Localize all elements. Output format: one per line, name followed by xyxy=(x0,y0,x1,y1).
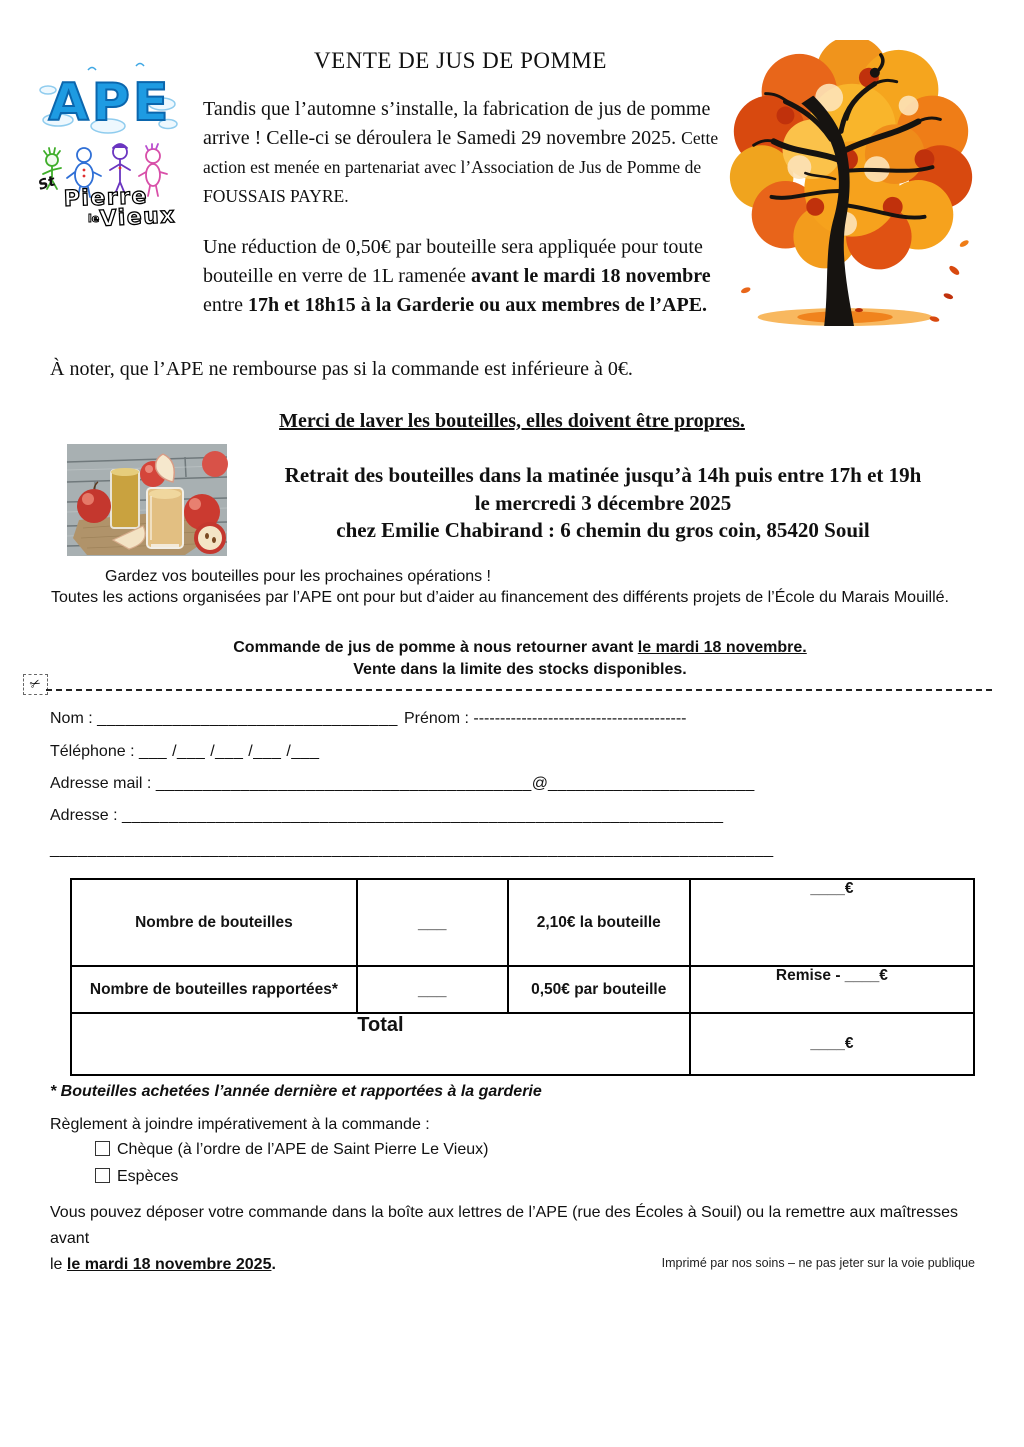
total-label: Total xyxy=(71,1013,690,1075)
svg-text:Vieux: Vieux xyxy=(99,203,177,232)
print-disclaimer: Imprimé par nos soins – ne pas jeter sur la voie publique xyxy=(661,1256,975,1270)
address-label: Adresse : xyxy=(50,807,118,824)
autumn-tree-graphic xyxy=(726,40,978,328)
phone-blank-line[interactable]: ___ /___ /___ /___ /___ xyxy=(138,743,320,760)
pickup-info xyxy=(232,462,974,545)
discount-text: Une réduction de 0,50€ par bouteille sera appliquée pour toute bouteille en verre de 1L ramenée xyxy=(203,236,703,287)
table-row xyxy=(71,879,974,966)
ape-logo xyxy=(36,58,184,232)
discount-text-2: entre xyxy=(203,294,248,316)
name-label: Nom : xyxy=(50,710,93,727)
ape-logo-graphic xyxy=(36,58,184,232)
wash-notice: Merci de laver les bouteilles, elles doivent être propres. xyxy=(279,410,745,432)
drop-off-le: le xyxy=(50,1256,67,1273)
cheque-checkbox[interactable] xyxy=(95,1141,110,1156)
refund-note: À noter, que l’APE ne rembourse pas si la commande est inférieure à 0€. xyxy=(50,358,633,380)
phone-field xyxy=(50,743,320,761)
email-domain-blank-line[interactable]: ______________________ xyxy=(548,775,755,792)
qty-blank-returned[interactable]: ___ xyxy=(357,966,508,1013)
svg-text:St: St xyxy=(36,173,58,194)
purpose-note: Toutes les actions organisées par l’APE ont pour but d’aider au financement des différents projets de l’École du Marais Mouillé. xyxy=(51,589,949,606)
intro-main-text: Tandis que l’automne s’installe, la fabrication de jus de pomme arrive ! Celle-ci se déroulera le Samedi 29 novembre 2025. xyxy=(203,98,711,149)
order-deadline-date: le mardi 18 novembre. xyxy=(637,639,807,656)
stock-notice: Vente dans la limite des stocks disponibles. xyxy=(353,661,687,678)
pickup-line-1: Retrait des bouteilles dans la matinée jusqu’à 14h puis entre 17h et 19h xyxy=(284,463,922,487)
payment-option-cash xyxy=(95,1168,178,1186)
drop-off-text: Vous pouvez déposer votre commande dans la boîte aux lettres de l’APE (rue des Écoles à Souil) ou la remettre aux maîtresses avant xyxy=(50,1204,959,1247)
cut-line xyxy=(46,689,992,691)
unit-price-bottles: 2,10€ la bouteille xyxy=(508,879,690,966)
email-label: Adresse mail : xyxy=(50,775,152,792)
svg-text:le: le xyxy=(88,212,100,225)
unit-price-returned: 0,50€ par bouteille xyxy=(508,966,690,1013)
pickup-line-2: le mercredi 3 décembre 2025 xyxy=(474,490,732,515)
cash-checkbox[interactable] xyxy=(95,1168,110,1183)
table-row xyxy=(71,1013,974,1075)
svg-text:APE: APE xyxy=(48,73,172,133)
returned-bottles-footnote: * Bouteilles achetées l’année dernière et rapportées à la garderie xyxy=(50,1083,542,1100)
payment-option-cheque xyxy=(95,1141,488,1159)
phone-label: Téléphone : xyxy=(50,743,135,760)
discount-paragraph xyxy=(203,233,725,320)
drop-off-period: . xyxy=(271,1256,276,1273)
page-title: VENTE DE JUS DE POMME xyxy=(314,48,607,73)
row-label-returned: Nombre de bouteilles rapportées* xyxy=(71,966,357,1013)
order-deadline-notice xyxy=(50,639,990,657)
hours-bold: 17h et 18h15 à la Garderie ou aux membres de l’APE. xyxy=(247,294,708,316)
payment-instruction: Règlement à joindre impérativement à la commande : xyxy=(50,1116,430,1133)
discount-blank[interactable]: Remise - ____€ xyxy=(690,966,974,1013)
address-blank-line[interactable]: ________________________________________________________________ xyxy=(122,807,724,824)
apple-juice-graphic xyxy=(66,444,228,556)
deadline-bold: avant le mardi 18 novembre xyxy=(471,265,711,287)
pickup-line-3: chez Emilie Chabirand : 6 chemin du gros coin, 85420 Souil xyxy=(336,518,870,542)
qty-blank-bottles[interactable]: ___ xyxy=(357,879,508,966)
firstname-blank-line[interactable]: ---------------------------------------- xyxy=(473,710,687,727)
keep-bottles-note: Gardez vos bouteilles pour les prochaines opérations ! xyxy=(105,568,491,585)
cheque-label: Chèque (à l’ordre de l’APE de Saint Pierre Le Vieux) xyxy=(117,1141,489,1158)
intro-partner-text: Cette action est menée en partenariat avec l’Association de Jus de Pomme de FOUSSAIS PAYRE. xyxy=(203,128,719,206)
row-label-bottles: Nombre de bouteilles xyxy=(71,879,357,966)
email-blank-line[interactable]: ________________________________________ xyxy=(155,775,532,792)
svg-text:Pierre: Pierre xyxy=(63,184,149,212)
name-blank-line[interactable]: ________________________________ xyxy=(97,710,398,727)
address-field-line2 xyxy=(50,841,774,859)
total-blank[interactable]: ____€ xyxy=(690,1013,974,1075)
intro-paragraph xyxy=(203,95,725,211)
apple-juice-photo xyxy=(66,444,228,556)
firstname-label: Prénom : xyxy=(404,710,469,727)
amount-blank-bottles[interactable]: ____€ xyxy=(690,879,974,966)
email-field xyxy=(50,775,755,793)
order-table xyxy=(70,878,975,1076)
order-deadline-text: Commande de jus de pomme à nous retourner avant xyxy=(233,639,638,656)
autumn-tree-illustration xyxy=(726,40,978,328)
scissors-icon: ✂ xyxy=(23,674,48,695)
cash-label: Espèces xyxy=(117,1168,179,1185)
firstname-field xyxy=(404,710,687,728)
address-field xyxy=(50,807,724,825)
drop-off-deadline: le mardi 18 novembre 2025 xyxy=(66,1256,272,1273)
email-at-sign: @ xyxy=(531,775,549,792)
name-field xyxy=(50,710,398,728)
address-blank-line-2[interactable]: _____________________________________________________________________________ xyxy=(50,841,774,858)
table-row xyxy=(71,966,974,1013)
